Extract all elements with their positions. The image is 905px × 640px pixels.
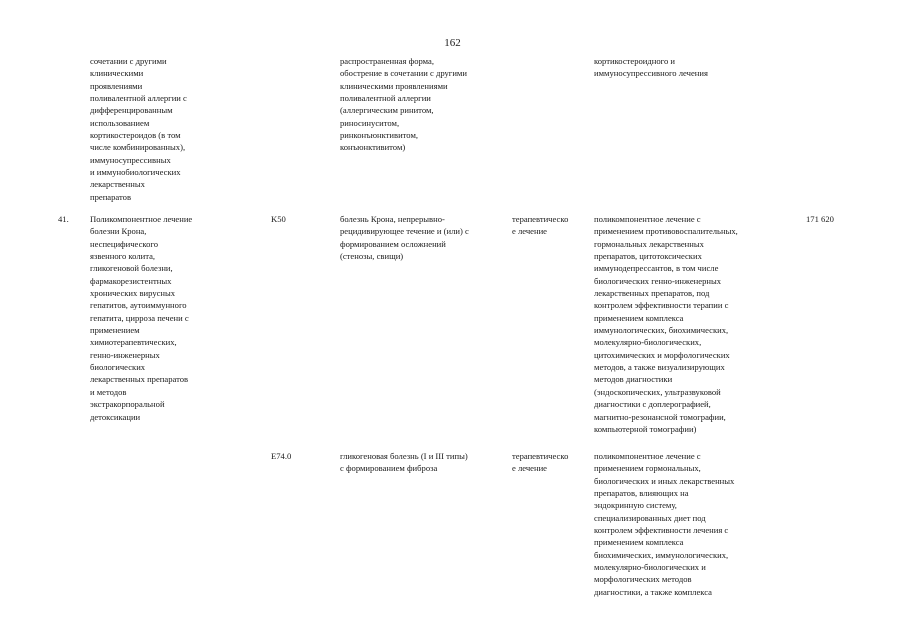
price-cell: 171 620 bbox=[806, 214, 834, 224]
treatment-method-cell: поликомпонентное лечение с применением гормональных, биологических и иных лекарственных препаратов, влияющих на эндокринную систему, специализированных диет под контролем эффективности лечения с применением комплекса биохимических, иммунологических, молекулярно-биологических и морфологических методов диагностики, а также комплекса bbox=[594, 451, 735, 597]
patient-model-cell: болезнь Крона, непрерывно- рецидивирующее течение и (или) с формированием осложнений (стенозы, свищи) bbox=[340, 214, 469, 262]
treatment-method-cell: кортикостероидного и иммуносупрессивного лечения bbox=[594, 56, 708, 79]
icd-code-cell: E74.0 bbox=[271, 451, 292, 461]
row-number: 41. bbox=[58, 214, 69, 224]
treatment-name-cell: сочетании с другими клиническими проявлениями поливалентной аллергии с дифференцированным использованием кортикостероидов (в том числе комбинированных), иммуносупрессивных и иммунобиологических лекарственных препаратов bbox=[90, 56, 187, 202]
icd-code-cell: K50 bbox=[271, 214, 286, 224]
treatment-type-cell: терапевтическо е лечение bbox=[512, 451, 569, 474]
page-number: 162 bbox=[444, 37, 461, 49]
treatment-name-cell: Поликомпонентное лечение болезни Крона, неспецифического язвенного колита, гликогеновой болезни, фармакорезистентных хронических вирусных гепатитов, аутоиммунного гепатита, цирроза печени с применением химиотерапевтических, генно-инженерных биологических лекарственных препаратов и методов экстракорпоральной детоксикации bbox=[90, 214, 193, 422]
treatment-type-cell: терапевтическо е лечение bbox=[512, 214, 569, 237]
treatment-method-cell: поликомпонентное лечение с применением противовоспалительных, гормональных лекарственных препаратов, цитотоксических иммунодепрессантов, в том числе биологических генно-инженерных лекарственных препаратов, под контролем эффективности терапии с применением комплекса иммунологических, биохимических, молекулярно-биологических, цитохимических и морфологических методов, а также визуализирующих методов диагностики (эндоскопических, ультразвуковой диагностики с доплерографией, магнитно-резонансной томографии, компьютерной томографии) bbox=[594, 214, 738, 434]
patient-model-cell: распространенная форма, обострение в сочетании с другими клиническими проявлениями поливалентной аллергии (аллергическим ринитом, риносинуситом, ринконъюнктивитом, конъюнктивитом) bbox=[340, 56, 467, 153]
patient-model-cell: гликогеновая болезнь (I и III типы) с формированием фиброза bbox=[340, 451, 468, 474]
